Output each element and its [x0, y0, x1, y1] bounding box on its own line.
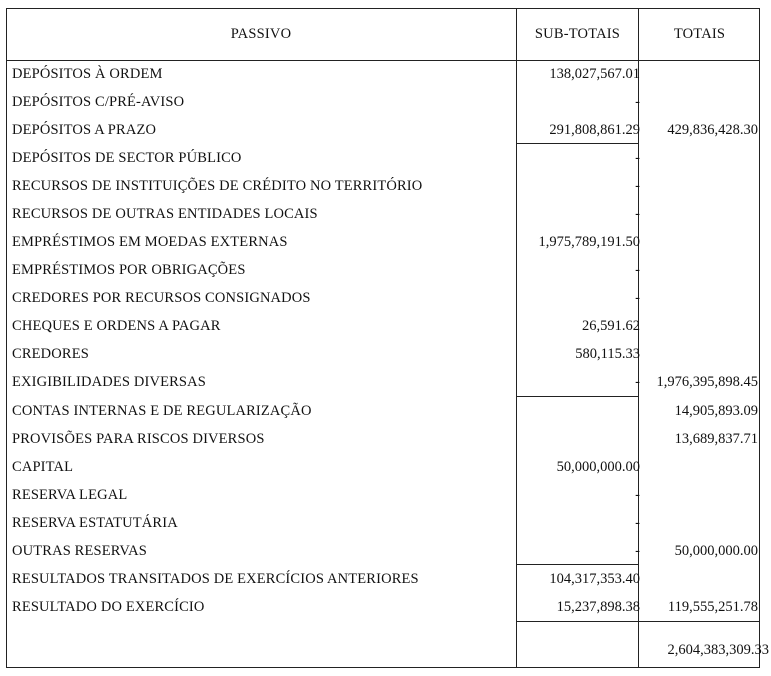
row-label: EMPRÉSTIMOS POR OBRIGAÇÕES	[12, 262, 246, 278]
row-label: DEPÓSITOS C/PRÉ-AVISO	[12, 94, 185, 110]
row-subtotal: -	[635, 515, 640, 531]
row-subtotal: -	[635, 206, 640, 222]
row-label: CAPITAL	[12, 459, 74, 475]
row-total: 14,905,893.09	[674, 403, 758, 419]
row-label: CHEQUES E ORDENS A PAGAR	[12, 318, 221, 334]
table-row	[8, 453, 760, 481]
table-row	[8, 284, 760, 312]
subtotal-group-rule	[516, 621, 639, 622]
row-label: EMPRÉSTIMOS EM MOEDAS EXTERNAS	[12, 234, 288, 250]
row-total	[640, 509, 758, 537]
totals-rule	[638, 621, 760, 622]
row-total	[640, 284, 758, 312]
row-subtotal: 291,808,861.29	[549, 122, 640, 138]
table-row	[8, 312, 760, 340]
row-total	[640, 172, 758, 200]
table-row	[8, 481, 760, 509]
row-subtotal: 138,027,567.01	[549, 66, 640, 82]
table-row	[8, 172, 760, 200]
row-subtotal: 26,591.62	[582, 318, 640, 334]
row-subtotal: -	[635, 487, 640, 503]
row-total	[640, 60, 758, 88]
row-subtotal	[520, 425, 640, 453]
row-total	[640, 144, 758, 172]
row-subtotal	[520, 397, 640, 425]
row-label: RECURSOS DE OUTRAS ENTIDADES LOCAIS	[12, 206, 318, 222]
row-label: RESULTADOS TRANSITADOS DE EXERCÍCIOS ANTERIORES	[12, 571, 419, 587]
table-row	[8, 116, 760, 144]
row-label: CONTAS INTERNAS E DE REGULARIZAÇÃO	[12, 403, 312, 419]
row-total	[640, 481, 758, 509]
table-row	[8, 397, 760, 425]
row-subtotal: -	[635, 178, 640, 194]
row-total	[640, 88, 758, 116]
row-label: DEPÓSITOS DE SECTOR PÚBLICO	[12, 150, 242, 166]
row-total	[640, 200, 758, 228]
row-label: RESULTADO DO EXERCÍCIO	[12, 599, 205, 615]
row-subtotal: -	[635, 262, 640, 278]
table-row	[8, 593, 760, 621]
row-label: DEPÓSITOS À ORDEM	[12, 66, 163, 82]
row-label: OUTRAS RESERVAS	[12, 543, 147, 559]
table-row	[8, 228, 760, 256]
row-total	[640, 340, 758, 368]
table-row	[8, 200, 760, 228]
table-row	[8, 256, 760, 284]
row-subtotal: 104,317,353.40	[549, 571, 640, 587]
row-label: DEPÓSITOS A PRAZO	[12, 122, 157, 138]
row-subtotal: 15,237,898.38	[556, 599, 640, 615]
header-passivo: PASSIVO	[230, 25, 292, 42]
row-total	[640, 312, 758, 340]
table-row	[8, 368, 760, 396]
row-subtotal: 1,975,789,191.50	[538, 234, 640, 250]
row-total: 13,689,837.71	[674, 431, 758, 447]
header-sub-totais: SUB-TOTAIS	[534, 25, 621, 42]
row-total: 119,555,251.78	[667, 599, 758, 615]
row-label: EXIGIBILIDADES DIVERSAS	[12, 374, 206, 390]
row-subtotal: -	[635, 543, 640, 559]
table-row	[8, 425, 760, 453]
table-row	[8, 88, 760, 116]
row-total: 1,976,395,898.45	[656, 374, 758, 390]
table-row	[8, 565, 760, 593]
table-row	[8, 60, 760, 88]
row-label: RESERVA ESTATUTÁRIA	[12, 515, 178, 531]
row-total: 429,836,428.30	[667, 122, 758, 138]
table-row	[8, 144, 760, 172]
row-label: PROVISÕES PARA RISCOS DIVERSOS	[12, 431, 265, 447]
row-total	[640, 256, 758, 284]
row-total	[640, 228, 758, 256]
row-subtotal: 50,000,000.00	[556, 459, 640, 475]
row-label: RECURSOS DE INSTITUIÇÕES DE CRÉDITO NO TERRITÓRIO	[12, 178, 423, 194]
row-subtotal: -	[635, 290, 640, 306]
row-total	[640, 453, 758, 481]
row-label: CREDORES	[12, 346, 89, 362]
row-subtotal: 580,115.33	[575, 346, 640, 362]
table-row	[8, 509, 760, 537]
row-subtotal: -	[635, 150, 640, 166]
row-subtotal: -	[635, 94, 640, 110]
row-total: 50,000,000.00	[674, 543, 758, 559]
header-totais: TOTAIS	[673, 25, 726, 42]
row-subtotal: -	[635, 374, 640, 390]
table-row	[8, 340, 760, 368]
row-label: RESERVA LEGAL	[12, 487, 128, 503]
row-total	[640, 565, 758, 593]
row-label: CREDORES POR RECURSOS CONSIGNADOS	[12, 290, 311, 306]
table-row	[8, 537, 760, 565]
grand-total: 2,604,383,309.33	[667, 642, 769, 658]
